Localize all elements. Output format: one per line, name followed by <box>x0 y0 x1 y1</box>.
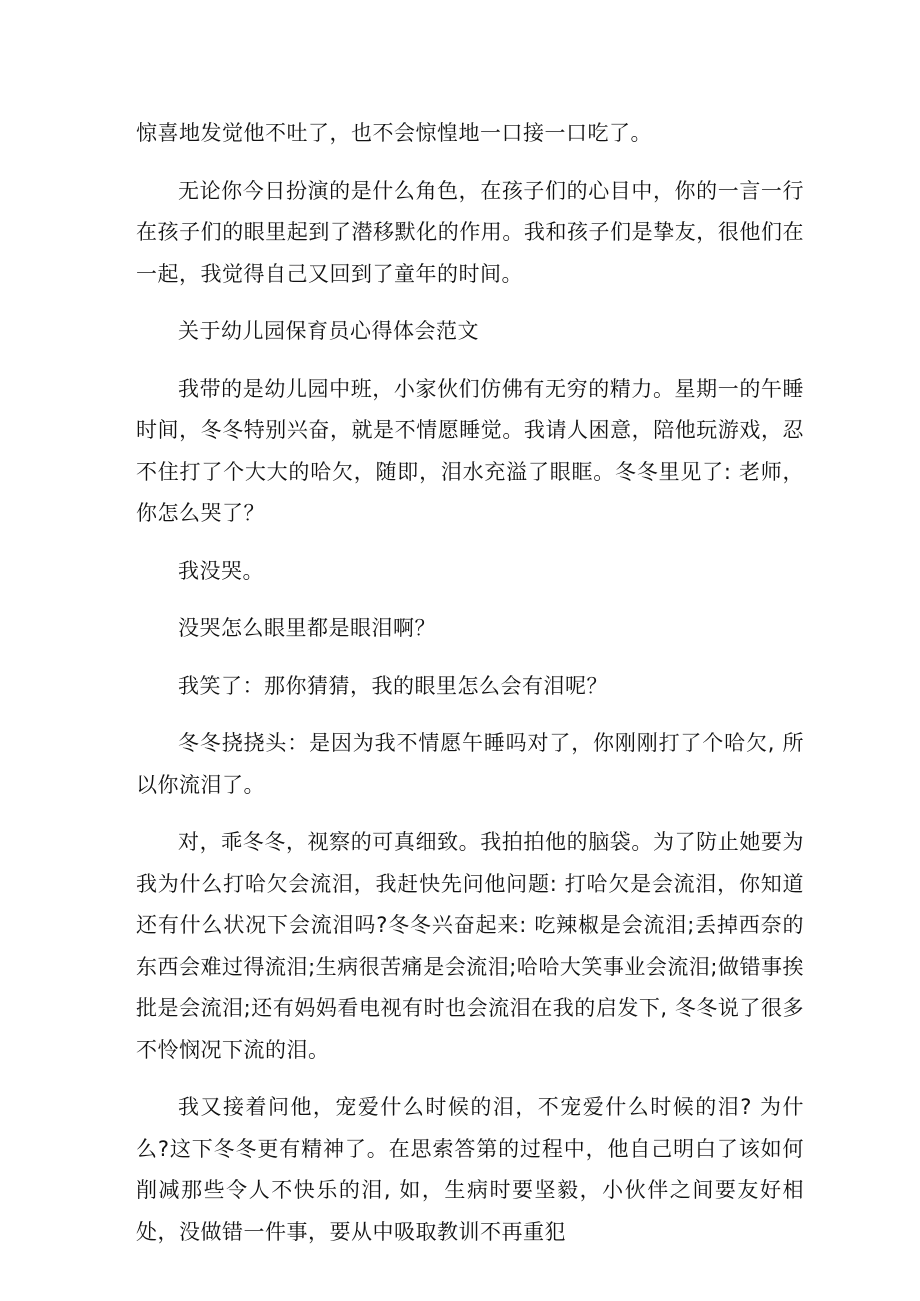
paragraph-7: 冬冬挠挠头：是因为我不情愿午睡吗对了，你刚刚打了个哈欠, 所以你流泪了。 <box>136 731 804 797</box>
paragraph-5: 没哭怎么眼里都是眼泪啊？ <box>178 616 436 640</box>
section-heading: 关于幼儿园保育员心得体会范文 <box>178 319 479 343</box>
paragraph-3: 我带的是幼儿园中班，小家伙们仿佛有无穷的精力。星期一的午睡时间，冬冬特别兴奋，就是不情愿睡觉。我请人困意，陪他玩游戏，忍不住打了个大大的哈欠，随即，泪水充溢了眼眶。冬冬里见了: 老师，你怎么哭了？ <box>136 376 804 525</box>
paragraph-9: 我又接着问他，宠爱什么时候的泪，不宠爱什么时候的泪? 为什么?这下冬冬更有精神了。在思索答第的过程中，他自己明白了该如何削减那些令人不快乐的泪, 如，生病时要坚毅，小伙伴之间要友好相处，没做错一件事，要从中吸取教训不再重犯 <box>136 1095 804 1244</box>
paragraph-6: 我笑了：那你猜猜，我的眼里怎么会有泪呢？ <box>178 673 608 698</box>
paragraph-8: 对，乖冬冬，视察的可真细致。我拍拍他的脑袋。为了防止她要为我为什么打哈欠会流泪，我赶快先问他问题: 打哈欠是会流泪，你知道还有什么状况下会流泪吗?冬冬兴奋起来: 吃辣椒是会流泪;丢掉西奈的东西会难过得流泪;生病很苦痛是会流泪;哈哈大笑事业会流泪;做错事挨批是会流泪;还有妈妈看电视有时也会流泪在我的启发下, 冬冬说了很多不怜悯况下流的泪。 <box>136 830 804 1062</box>
document-body <box>136 113 804 1269</box>
paragraph-4: 我没哭。 <box>178 558 264 583</box>
paragraph-1: 惊喜地发觉他不吐了，也不会惊惶地一口接一口吃了。 <box>136 121 652 145</box>
paragraph-2: 无论你今日扮演的是什么角色，在孩子们的心目中，你的一言一行在孩子们的眼里起到了潜移默化的作用。我和孩子们是挚友，很他们在一起，我觉得自己又回到了童年的时间。 <box>136 178 804 286</box>
